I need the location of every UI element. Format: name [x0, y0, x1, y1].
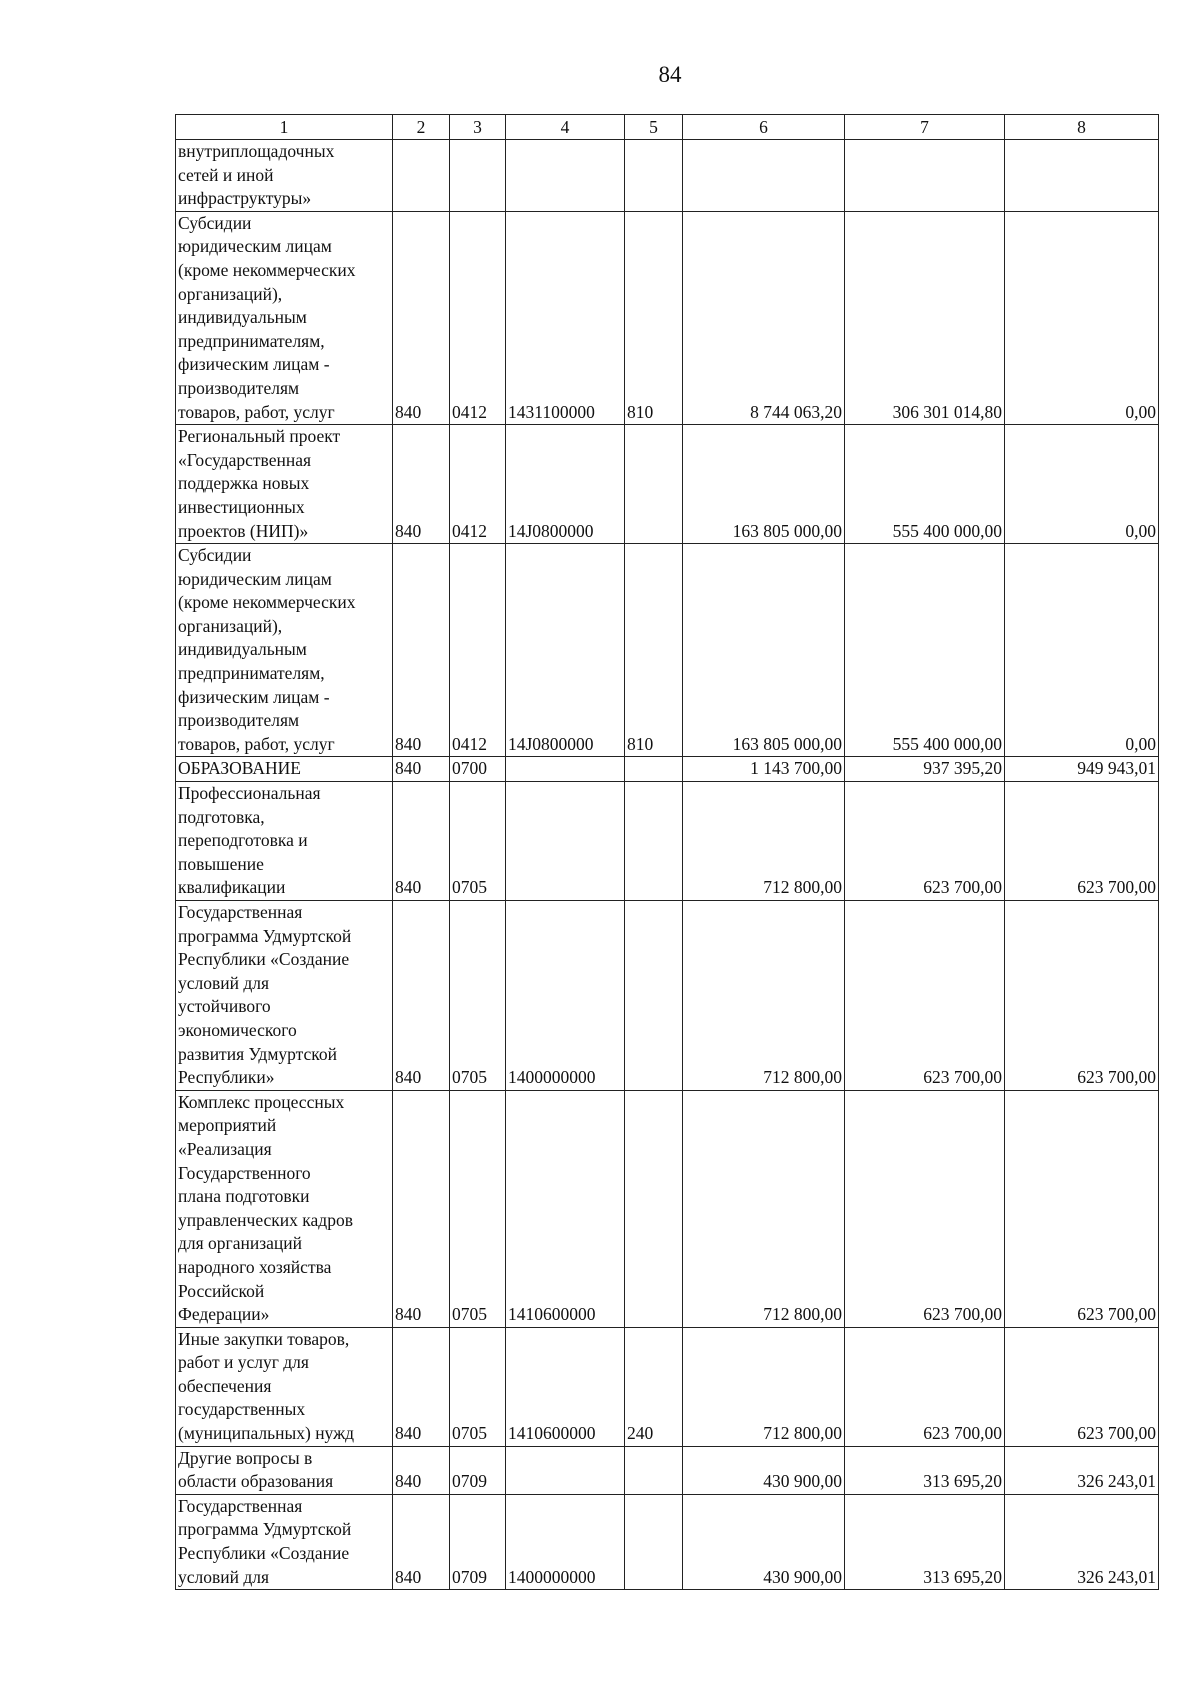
amount-col6-cell: 163 805 000,00 — [683, 544, 845, 757]
row-name-cell: Субсидии юридическим лицам (кроме некоммерческих организаций), индивидуальным предпринимателям, физическим лицам - производителям товаров, работ, услуг — [176, 211, 393, 424]
table-row — [176, 544, 1159, 757]
amount-col6-cell: 1 143 700,00 — [683, 757, 845, 782]
expense-type-cell — [625, 425, 683, 544]
admin-code-cell: 840 — [393, 901, 450, 1091]
row-name-cell: Государственная программа Удмуртской Республики «Создание условий для — [176, 1494, 393, 1589]
target-article-cell — [506, 140, 625, 212]
table-row — [176, 1090, 1159, 1327]
amount-col8-cell: 623 700,00 — [1005, 1327, 1159, 1446]
row-name-cell: Профессиональная подготовка, переподготовка и повышение квалификации — [176, 782, 393, 901]
expense-type-cell — [625, 1090, 683, 1327]
expense-type-cell — [625, 782, 683, 901]
section-code-cell: 0705 — [450, 1090, 506, 1327]
section-code-cell: 0412 — [450, 544, 506, 757]
admin-code-cell — [393, 140, 450, 212]
admin-code-cell: 840 — [393, 782, 450, 901]
admin-code-cell: 840 — [393, 211, 450, 424]
admin-code-cell: 840 — [393, 1494, 450, 1589]
page-number: 84 — [658, 62, 682, 87]
target-article-cell: 14J0800000 — [506, 425, 625, 544]
amount-col8-cell: 949 943,01 — [1005, 757, 1159, 782]
amount-col7-cell: 623 700,00 — [845, 1090, 1005, 1327]
section-code-cell: 0709 — [450, 1494, 506, 1589]
column-header-1: 1 — [176, 115, 393, 140]
amount-col8-cell: 623 700,00 — [1005, 782, 1159, 901]
table-row — [176, 757, 1159, 782]
row-name-cell: Иные закупки товаров, работ и услуг для обеспечения государственных (муниципальных) нужд — [176, 1327, 393, 1446]
target-article-cell: 1431100000 — [506, 211, 625, 424]
section-code-cell: 0709 — [450, 1446, 506, 1494]
expense-type-cell — [625, 757, 683, 782]
amount-col8-cell: 326 243,01 — [1005, 1446, 1159, 1494]
amount-col6-cell: 163 805 000,00 — [683, 425, 845, 544]
amount-col7-cell: 555 400 000,00 — [845, 425, 1005, 544]
row-name-cell: Другие вопросы в области образования — [176, 1446, 393, 1494]
section-code-cell: 0705 — [450, 901, 506, 1091]
amount-col8-cell — [1005, 140, 1159, 212]
target-article-cell: 1410600000 — [506, 1327, 625, 1446]
amount-col6-cell: 712 800,00 — [683, 1090, 845, 1327]
row-name-cell: Субсидии юридическим лицам (кроме некоммерческих организаций), индивидуальным предпринимателям, физическим лицам - производителям товаров, работ, услуг — [176, 544, 393, 757]
amount-col8-cell: 0,00 — [1005, 544, 1159, 757]
column-header-5: 5 — [625, 115, 683, 140]
amount-col7-cell: 937 395,20 — [845, 757, 1005, 782]
expense-type-cell — [625, 901, 683, 1091]
amount-col7-cell: 313 695,20 — [845, 1494, 1005, 1589]
admin-code-cell: 840 — [393, 544, 450, 757]
table-row — [176, 1327, 1159, 1446]
column-header-7: 7 — [845, 115, 1005, 140]
amount-col7-cell: 555 400 000,00 — [845, 544, 1005, 757]
amount-col8-cell: 623 700,00 — [1005, 901, 1159, 1091]
row-name-cell: Государственная программа Удмуртской Республики «Создание условий для устойчивого экономического развития Удмуртской Республики» — [176, 901, 393, 1091]
expense-type-cell — [625, 1494, 683, 1589]
row-name-cell: Комплекс процессных мероприятий «Реализация Государственного плана подготовки управленческих кадров для организаций народного хозяйства Российской Федерации» — [176, 1090, 393, 1327]
admin-code-cell: 840 — [393, 1446, 450, 1494]
table-row — [176, 1494, 1159, 1589]
table-row — [176, 425, 1159, 544]
header-row — [176, 115, 1159, 140]
admin-code-cell: 840 — [393, 757, 450, 782]
section-code-cell: 0412 — [450, 211, 506, 424]
target-article-cell: 1400000000 — [506, 901, 625, 1091]
expense-type-cell: 810 — [625, 211, 683, 424]
column-header-6: 6 — [683, 115, 845, 140]
amount-col8-cell: 0,00 — [1005, 211, 1159, 424]
column-header-8: 8 — [1005, 115, 1159, 140]
section-code-cell: 0705 — [450, 1327, 506, 1446]
amount-col6-cell: 430 900,00 — [683, 1446, 845, 1494]
amount-col8-cell: 326 243,01 — [1005, 1494, 1159, 1589]
section-code-cell: 0705 — [450, 782, 506, 901]
amount-col7-cell — [845, 140, 1005, 212]
amount-col7-cell: 306 301 014,80 — [845, 211, 1005, 424]
amount-col6-cell: 712 800,00 — [683, 1327, 845, 1446]
budget-table — [175, 114, 1159, 1590]
target-article-cell — [506, 782, 625, 901]
target-article-cell: 1400000000 — [506, 1494, 625, 1589]
row-name-cell: внутриплощадочных сетей и иной инфраструктуры» — [176, 140, 393, 212]
amount-col6-cell: 430 900,00 — [683, 1494, 845, 1589]
column-header-4: 4 — [506, 115, 625, 140]
target-article-cell: 14J0800000 — [506, 544, 625, 757]
admin-code-cell: 840 — [393, 1090, 450, 1327]
table-row — [176, 782, 1159, 901]
table-row — [176, 901, 1159, 1091]
column-header-3: 3 — [450, 115, 506, 140]
target-article-cell — [506, 1446, 625, 1494]
amount-col7-cell: 623 700,00 — [845, 901, 1005, 1091]
amount-col6-cell: 712 800,00 — [683, 901, 845, 1091]
amount-col8-cell: 623 700,00 — [1005, 1090, 1159, 1327]
expense-type-cell — [625, 140, 683, 212]
table-row — [176, 1446, 1159, 1494]
amount-col6-cell: 712 800,00 — [683, 782, 845, 901]
table-row — [176, 211, 1159, 424]
row-name-cell: Региональный проект «Государственная поддержка новых инвестиционных проектов (НИП)» — [176, 425, 393, 544]
amount-col7-cell: 623 700,00 — [845, 1327, 1005, 1446]
row-name-cell: ОБРАЗОВАНИЕ — [176, 757, 393, 782]
table-row — [176, 140, 1159, 212]
amount-col8-cell: 0,00 — [1005, 425, 1159, 544]
target-article-cell: 1410600000 — [506, 1090, 625, 1327]
amount-col7-cell: 313 695,20 — [845, 1446, 1005, 1494]
section-code-cell: 0412 — [450, 425, 506, 544]
column-header-2: 2 — [393, 115, 450, 140]
expense-type-cell — [625, 1446, 683, 1494]
section-code-cell: 0700 — [450, 757, 506, 782]
target-article-cell — [506, 757, 625, 782]
admin-code-cell: 840 — [393, 425, 450, 544]
amount-col7-cell: 623 700,00 — [845, 782, 1005, 901]
expense-type-cell: 810 — [625, 544, 683, 757]
amount-col6-cell: 8 744 063,20 — [683, 211, 845, 424]
amount-col6-cell — [683, 140, 845, 212]
expense-type-cell: 240 — [625, 1327, 683, 1446]
section-code-cell — [450, 140, 506, 212]
admin-code-cell: 840 — [393, 1327, 450, 1446]
